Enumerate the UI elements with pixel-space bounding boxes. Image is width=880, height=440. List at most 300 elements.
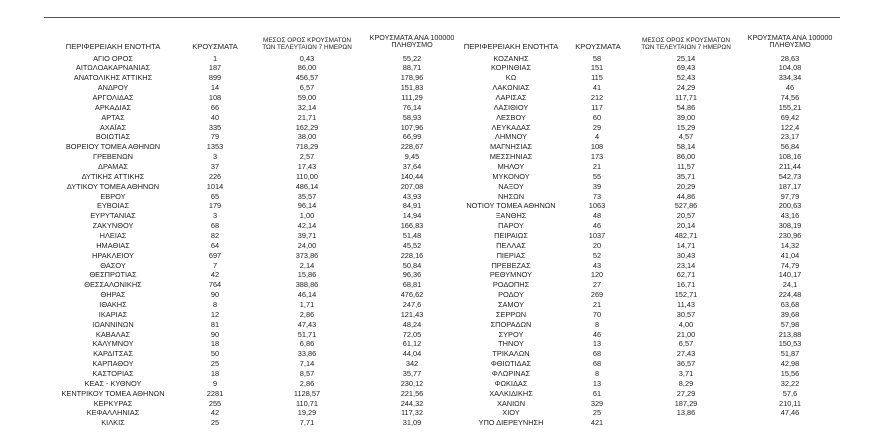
top-rule — [44, 17, 840, 18]
header-avg-line2: ΤΩΝ ΤΕΛΕΥΤΑΙΩΝ 7 ΗΜΕΡΩΝ — [262, 44, 352, 52]
right-region-cell: ΜΗΛΟΥ — [497, 161, 525, 171]
table-row — [0, 221, 880, 231]
table-row — [0, 201, 880, 211]
left-per100k-cell: 48,24 — [402, 319, 422, 329]
left-cases-cell: 335 — [208, 122, 222, 132]
left-per100k-cell: 68,81 — [402, 280, 422, 290]
right-avg-cell: 27,29 — [676, 388, 696, 398]
table-row — [0, 290, 880, 300]
left-cases-cell: 40 — [210, 112, 220, 122]
table-row — [0, 261, 880, 271]
right-region-cell: ΦΩΚΙΔΑΣ — [494, 378, 528, 388]
right-avg-cell: 35,71 — [676, 171, 696, 181]
right-avg-cell: 27,43 — [676, 349, 696, 359]
right-region-cell: ΜΕΣΣΗΝΙΑΣ — [489, 152, 533, 162]
left-avg-cell: 456,57 — [295, 73, 319, 83]
left-avg-cell: 15,86 — [297, 270, 317, 280]
left-avg-cell: 19,29 — [297, 408, 317, 418]
right-per100k-cell: 108,16 — [778, 152, 802, 162]
right-region-cell: ΠΕΛΛΑΣ — [496, 240, 526, 250]
left-avg-cell: 110,00 — [295, 171, 319, 181]
table-row — [0, 399, 880, 409]
right-avg-cell: 15,29 — [676, 122, 696, 132]
header-cases-left: ΚΡΟΥΣΜΑΤΑ — [192, 42, 238, 51]
left-region-cell: ΚΑΣΤΟΡΙΑΣ — [92, 369, 134, 379]
right-per100k-cell: 41,04 — [780, 250, 800, 260]
right-cases-cell: 20 — [592, 240, 602, 250]
right-avg-cell: 24,29 — [676, 83, 696, 93]
right-avg-cell: 13,86 — [676, 408, 696, 418]
right-region-cell: ΤΗΝΟΥ — [498, 339, 524, 349]
left-cases-cell: 179 — [208, 201, 222, 211]
right-cases-cell: 43 — [592, 260, 602, 270]
right-region-cell: ΞΑΝΘΗΣ — [495, 211, 527, 221]
left-region-cell: ΔΡΑΜΑΣ — [98, 161, 128, 171]
left-per100k-cell: 247,6 — [402, 300, 422, 309]
left-per100k-cell: 476,62 — [400, 290, 424, 300]
left-avg-cell: 17,43 — [297, 161, 317, 171]
table-row — [0, 103, 880, 113]
right-cases-cell: 21 — [592, 300, 602, 309]
left-avg-cell: 32,14 — [297, 102, 317, 112]
left-per100k-cell: 31,09 — [402, 418, 422, 428]
left-region-cell: ΑΡΤΑΣ — [101, 112, 125, 122]
right-cases-cell: 46 — [592, 221, 602, 231]
left-per100k-cell: 55,22 — [402, 53, 422, 63]
right-cases-cell: 8 — [594, 319, 600, 329]
left-cases-cell: 697 — [208, 250, 222, 260]
header-avg-line1: ΜΕΣΟΣ ΟΡΟΣ ΚΡΟΥΣΜΑΤΩΝ — [263, 37, 351, 44]
right-per100k-cell: 15,56 — [780, 369, 800, 379]
header-region-left: ΠΕΡΙΦΕΡΕΙΑΚΗ ΕΝΟΤΗΤΑ — [65, 42, 161, 51]
right-cases-cell: 48 — [592, 211, 602, 221]
left-region-cell: ΑΝΔΡΟΥ — [97, 83, 129, 93]
right-cases-cell: 421 — [590, 418, 604, 428]
table-row — [0, 280, 880, 290]
left-region-cell: ΑΓΙΟ ΟΡΟΣ — [93, 53, 133, 63]
left-cases-cell: 90 — [210, 290, 220, 300]
header-cases-right: ΚΡΟΥΣΜΑΤΑ — [575, 42, 621, 51]
right-avg-cell: 16,71 — [676, 280, 696, 290]
left-region-cell: ΑΡΚΑΔΙΑΣ — [94, 102, 132, 112]
right-region-cell: ΛΑΡΙΣΑΣ — [495, 92, 527, 102]
left-cases-cell: 14 — [210, 83, 220, 93]
table-row — [0, 369, 880, 379]
right-avg-cell: 11,43 — [677, 300, 695, 309]
left-per100k-cell: 66,99 — [402, 132, 422, 142]
right-avg-cell: 69,43 — [676, 63, 696, 73]
right-avg-cell: 117,71 — [674, 92, 698, 102]
left-cases-cell: 50 — [210, 349, 220, 359]
left-per100k-cell: 50,84 — [402, 260, 422, 270]
left-avg-cell: 8,57 — [299, 369, 315, 379]
right-region-cell: ΧΑΝΙΩΝ — [496, 398, 526, 408]
right-region-cell: ΣΕΡΡΩΝ — [495, 309, 527, 319]
left-avg-cell: 38,00 — [297, 132, 317, 142]
left-cases-cell: 79 — [210, 132, 220, 142]
left-avg-cell: 486,14 — [295, 181, 319, 191]
right-region-cell: ΠΕΙΡΑΙΩΣ — [494, 230, 528, 240]
left-avg-cell: 86,00 — [297, 63, 317, 73]
right-region-cell: ΠΡΕΒΕΖΑΣ — [491, 260, 531, 270]
left-cases-cell: 1014 — [206, 181, 224, 191]
left-region-cell: ΒΟΙΩΤΙΑΣ — [95, 132, 131, 142]
right-cases-cell: 115 — [591, 73, 603, 83]
right-avg-cell: 152,71 — [674, 290, 698, 300]
left-region-cell: ΖΑΚΥΝΘΟΥ — [92, 221, 134, 231]
left-avg-cell: 373,86 — [295, 250, 319, 260]
left-region-cell: ΓΡΕΒΕΝΩΝ — [93, 152, 133, 162]
left-region-cell: ΚΑΛΥΜΝΟΥ — [92, 339, 134, 349]
header-per100k-line1: ΚΡΟΥΣΜΑΤΑ ΑΝΑ 100000 — [747, 33, 833, 42]
left-per100k-cell: 121,43 — [400, 309, 424, 319]
left-per100k-cell: 43,93 — [402, 191, 422, 201]
left-avg-cell: 718,29 — [295, 142, 319, 152]
left-per100k-cell: 117,32 — [400, 408, 424, 418]
left-per100k-cell: 228,67 — [400, 142, 424, 152]
left-per100k-cell: 140,44 — [400, 171, 424, 181]
left-cases-cell: 1353 — [206, 142, 224, 152]
left-per100k-cell: 221,56 — [400, 388, 424, 398]
left-per100k-cell: 84,91 — [402, 201, 422, 211]
right-cases-cell: 1037 — [588, 230, 606, 240]
left-cases-cell: 2281 — [206, 388, 224, 398]
left-cases-cell: 81 — [210, 319, 220, 329]
left-per100k-cell: 96,36 — [402, 270, 422, 280]
right-region-cell: ΛΕΥΚΑΔΑΣ — [491, 122, 531, 132]
right-per100k-cell: 155,21 — [778, 102, 802, 112]
right-per100k-cell: 211,44 — [778, 161, 802, 171]
left-cases-cell: 764 — [208, 280, 222, 290]
left-avg-cell: 7,14 — [299, 359, 315, 369]
left-cases-cell: 42 — [210, 270, 220, 280]
right-region-cell: ΣΥΡΟΥ — [498, 329, 524, 339]
left-cases-cell: 64 — [210, 240, 220, 250]
left-avg-cell: 24,00 — [297, 240, 317, 250]
left-region-cell: ΚΕΝΤΡΙΚΟΥ ΤΟΜΕΑ ΑΘΗΝΩΝ — [61, 388, 165, 398]
left-region-cell: ΔΥΤΙΚΗΣ ΑΤΤΙΚΗΣ — [81, 171, 145, 181]
right-cases-cell: 212 — [590, 92, 604, 102]
right-region-cell: ΠΑΡΟΥ — [498, 221, 524, 231]
right-cases-cell: 39 — [592, 181, 602, 191]
right-per100k-cell: 97,79 — [780, 191, 800, 201]
right-avg-cell: 14,71 — [676, 240, 696, 250]
right-avg-cell: 21,00 — [676, 329, 696, 339]
right-per100k-cell: 74,79 — [780, 260, 800, 270]
left-region-cell: ΔΥΤΙΚΟΥ ΤΟΜΕΑ ΑΘΗΝΩΝ — [66, 181, 160, 191]
right-region-cell: ΜΑΓΝΗΣΙΑΣ — [490, 142, 532, 152]
table-row — [0, 310, 880, 320]
table-row — [0, 54, 880, 64]
right-avg-cell: 4,57 — [678, 132, 694, 142]
right-per100k-cell: 63,68 — [780, 300, 800, 309]
left-cases-cell: 8 — [212, 300, 218, 309]
left-avg-cell: 42,14 — [297, 221, 317, 231]
left-cases-cell: 42 — [210, 408, 220, 418]
left-cases-cell: 226 — [208, 171, 222, 181]
left-region-cell: ΙΚΑΡΙΑΣ — [98, 309, 128, 319]
right-region-cell: ΥΠΟ ΔΙΕΡΕΥΝΗΣΗ — [478, 418, 544, 428]
right-avg-cell: 58,14 — [676, 142, 696, 152]
right-region-cell: ΛΗΜΝΟΥ — [494, 132, 528, 142]
left-per100k-cell: 58,93 — [402, 112, 422, 122]
right-region-cell: ΧΑΛΚΙΔΙΚΗΣ — [489, 388, 533, 398]
left-region-cell: ΘΕΣΣΑΛΟΝΙΚΗΣ — [84, 280, 142, 290]
left-region-cell: ΗΜΑΘΙΑΣ — [96, 240, 130, 250]
left-per100k-cell: 9,45 — [404, 152, 420, 162]
left-cases-cell: 18 — [210, 339, 220, 349]
left-region-cell: ΕΥΒΟΙΑΣ — [96, 201, 130, 211]
right-per100k-cell: 308,19 — [778, 221, 802, 231]
right-avg-cell: 23,14 — [676, 260, 696, 270]
right-cases-cell: 117 — [591, 102, 603, 112]
left-per100k-cell: 178,96 — [400, 73, 424, 83]
right-per100k-cell: 200,63 — [778, 201, 802, 211]
left-cases-cell: 66 — [210, 102, 220, 112]
right-cases-cell: 13 — [592, 378, 602, 388]
right-per100k-cell: 23,17 — [780, 132, 800, 142]
right-per100k-cell: 104,08 — [778, 63, 802, 73]
left-region-cell: ΚΕΦΑΛΛΗΝΙΑΣ — [86, 408, 140, 418]
left-per100k-cell: 107,96 — [400, 122, 424, 132]
right-per100k-cell: 150,53 — [778, 339, 802, 349]
left-region-cell: ΙΘΑΚΗΣ — [99, 300, 127, 309]
left-cases-cell: 187 — [208, 63, 222, 73]
table-row — [0, 408, 880, 418]
table-row — [0, 231, 880, 241]
right-cases-cell: 61 — [592, 388, 602, 398]
table-row — [0, 379, 880, 389]
right-per100k-cell: 57,98 — [780, 319, 800, 329]
right-per100k-cell: 140,17 — [778, 270, 802, 280]
left-region-cell: ΑΧΑΪΑΣ — [99, 122, 127, 132]
table-row — [0, 83, 880, 93]
left-cases-cell: 899 — [208, 73, 222, 83]
left-region-cell: ΚΑΡΔΙΤΣΑΣ — [93, 349, 133, 359]
right-avg-cell: 482,71 — [674, 230, 698, 240]
table-row — [0, 152, 880, 162]
left-per100k-cell: 166,83 — [400, 221, 424, 231]
left-avg-cell: 388,86 — [295, 280, 319, 290]
left-cases-cell: 37 — [210, 161, 220, 171]
right-region-cell: ΚΟΡΙΝΘΙΑΣ — [490, 63, 532, 73]
right-per100k-cell: 39,68 — [780, 309, 800, 319]
right-per100k-cell: 43,16 — [780, 211, 800, 221]
left-per100k-cell: 207,08 — [400, 181, 424, 191]
right-cases-cell: 27 — [592, 280, 602, 290]
header-per100k-line2: ΠΛΗΘΥΣΜΟ — [769, 40, 811, 50]
left-per100k-cell: 35,77 — [402, 369, 422, 379]
left-region-cell: ΑΡΓΟΛΙΔΑΣ — [92, 92, 134, 102]
right-region-cell: ΝΟΤΙΟΥ ΤΟΜΕΑ ΑΘΗΝΩΝ — [466, 201, 556, 211]
right-cases-cell: 29 — [592, 122, 602, 132]
right-avg-cell: 30,57 — [676, 309, 696, 319]
left-cases-cell: 7 — [212, 260, 218, 270]
left-avg-cell: 46,14 — [297, 290, 317, 300]
right-cases-cell: 58 — [592, 53, 602, 63]
right-per100k-cell: 542,73 — [778, 171, 802, 181]
left-per100k-cell: 45,52 — [402, 240, 422, 250]
table-row — [0, 162, 880, 172]
left-region-cell: ΚΕΑΣ - ΚΥΘΝΟΥ — [84, 378, 142, 388]
right-per100k-cell: 122,4 — [780, 122, 800, 132]
right-region-cell: ΛΕΣΒΟΥ — [496, 112, 526, 122]
right-cases-cell: 60 — [592, 112, 602, 122]
right-cases-cell: 1063 — [588, 201, 606, 211]
header-per100k-line1: ΚΡΟΥΣΜΑΤΑ ΑΝΑ 100000 — [369, 33, 455, 42]
left-cases-cell: 9 — [212, 378, 218, 388]
left-cases-cell: 255 — [208, 398, 222, 408]
left-per100k-cell: 88,71 — [402, 63, 422, 73]
right-cases-cell: 269 — [590, 290, 604, 300]
left-avg-cell: 59,00 — [297, 92, 317, 102]
right-region-cell: ΠΙΕΡΙΑΣ — [496, 250, 526, 260]
right-avg-cell: 86,00 — [676, 152, 696, 162]
left-avg-cell: 110,71 — [295, 398, 319, 408]
left-region-cell: ΘΑΣΟΥ — [100, 260, 126, 270]
right-region-cell: ΝΗΣΩΝ — [497, 191, 525, 201]
header-per100k-right — [740, 34, 840, 49]
table-row — [0, 320, 880, 330]
left-avg-cell: 51,71 — [297, 329, 317, 339]
table-row — [0, 359, 880, 369]
left-region-cell: ΗΡΑΚΛΕΙΟΥ — [92, 250, 134, 260]
right-avg-cell: 6,57 — [678, 339, 694, 349]
left-per100k-cell: 44,04 — [402, 349, 422, 359]
right-per100k-cell: 334,34 — [778, 73, 802, 83]
left-avg-cell: 7,71 — [299, 418, 315, 428]
right-cases-cell: 52 — [592, 250, 602, 260]
left-avg-cell: 47,43 — [297, 319, 317, 329]
right-cases-cell: 120 — [590, 270, 604, 280]
right-region-cell: ΜΥΚΟΝΟΥ — [492, 171, 530, 181]
right-avg-cell: 25,14 — [676, 53, 696, 63]
right-avg-cell: 62,71 — [676, 270, 696, 280]
table-row — [0, 300, 880, 310]
right-region-cell: ΝΑΞΟΥ — [498, 181, 524, 191]
header-avg-line1: ΜΕΣΟΣ ΟΡΟΣ ΚΡΟΥΣΜΑΤΩΝ — [642, 37, 730, 44]
right-avg-cell: 52,43 — [676, 73, 696, 83]
right-avg-cell: 54,86 — [676, 102, 696, 112]
left-avg-cell: 6,57 — [299, 83, 315, 93]
right-region-cell: ΧΙΟΥ — [502, 408, 520, 418]
left-per100k-cell: 244,32 — [400, 398, 424, 408]
left-cases-cell: 3 — [212, 211, 218, 221]
right-avg-cell: 39,00 — [676, 112, 696, 122]
left-avg-cell: 6,86 — [299, 339, 315, 349]
table-row — [0, 182, 880, 192]
left-avg-cell: 96,14 — [297, 201, 317, 211]
right-per100k-cell: 51,87 — [780, 349, 800, 359]
left-per100k-cell: 37,64 — [402, 161, 422, 171]
table-row — [0, 142, 880, 152]
right-avg-cell: 36,57 — [676, 359, 696, 369]
left-avg-cell: 0,43 — [299, 53, 315, 63]
right-cases-cell: 41 — [592, 83, 602, 93]
right-per100k-cell: 213,88 — [778, 329, 802, 339]
left-region-cell: ΕΒΡΟΥ — [100, 191, 126, 201]
left-region-cell: ΘΗΡΑΣ — [100, 290, 126, 300]
right-region-cell: ΛΑΣΙΘΙΟΥ — [493, 102, 529, 112]
right-region-cell: ΣΑΜΟΥ — [497, 300, 525, 309]
right-cases-cell: 151 — [590, 63, 604, 73]
right-avg-cell: 11,57 — [677, 161, 695, 171]
left-region-cell: ΚΕΡΚΥΡΑΣ — [93, 398, 133, 408]
left-region-cell: ΘΕΣΠΡΩΤΙΑΣ — [89, 270, 137, 280]
left-avg-cell: 21,71 — [297, 112, 317, 122]
right-per100k-cell: 57,6 — [782, 388, 798, 398]
table-row — [0, 211, 880, 221]
left-region-cell: ΑΝΑΤΟΛΙΚΗΣ ΑΤΤΙΚΗΣ — [73, 73, 153, 83]
right-cases-cell: 46 — [592, 329, 602, 339]
left-avg-cell: 2,57 — [299, 152, 315, 162]
left-cases-cell: 12 — [210, 309, 220, 319]
right-per100k-cell: 14,32 — [780, 240, 800, 250]
right-avg-cell: 44,86 — [676, 191, 696, 201]
right-per100k-cell: 42,98 — [780, 359, 800, 369]
table-row — [0, 251, 880, 261]
right-avg-cell: 30,43 — [676, 250, 696, 260]
table-row — [0, 73, 880, 83]
left-per100k-cell: 342 — [405, 359, 419, 369]
table-row — [0, 339, 880, 349]
left-region-cell: ΑΙΤΩΛΟΑΚΑΡΝΑΝΙΑΣ — [75, 63, 151, 73]
right-region-cell: ΚΩ — [505, 73, 517, 83]
table-row — [0, 349, 880, 359]
right-per100k-cell: 187,17 — [778, 181, 802, 191]
table-row — [0, 418, 880, 428]
left-cases-cell: 90 — [210, 329, 220, 339]
left-cases-cell: 65 — [210, 191, 220, 201]
right-avg-cell: 4,00 — [678, 319, 694, 329]
table-row — [0, 192, 880, 202]
right-avg-cell: 20,57 — [676, 211, 696, 221]
left-avg-cell: 1128,57 — [293, 388, 321, 398]
left-region-cell: ΕΥΡΥΤΑΝΙΑΣ — [90, 211, 136, 221]
left-region-cell: ΒΟΡΕΙΟΥ ΤΟΜΕΑ ΑΘΗΝΩΝ — [65, 142, 161, 152]
table-row — [0, 172, 880, 182]
right-per100k-cell: 24,1 — [782, 280, 798, 290]
right-avg-cell: 187,29 — [674, 398, 698, 408]
left-cases-cell: 25 — [210, 418, 220, 428]
right-cases-cell: 173 — [590, 152, 604, 162]
right-per100k-cell: 32,22 — [780, 378, 800, 388]
left-cases-cell: 68 — [210, 221, 220, 231]
left-avg-cell: 35,57 — [297, 191, 317, 201]
table-row — [0, 63, 880, 73]
left-cases-cell: 1 — [212, 53, 218, 63]
right-avg-cell: 20,14 — [676, 221, 696, 231]
right-region-cell: ΡΟΔΟΠΗΣ — [492, 280, 530, 290]
left-region-cell: ΚΙΛΚΙΣ — [101, 418, 125, 428]
right-region-cell: ΚΟΖΑΝΗΣ — [493, 53, 529, 63]
left-avg-cell: 33,86 — [297, 349, 317, 359]
right-per100k-cell: 46 — [785, 83, 795, 93]
header-avg-right — [630, 37, 742, 52]
table-row — [0, 93, 880, 103]
left-per100k-cell: 76,14 — [402, 102, 422, 112]
left-per100k-cell: 228,16 — [400, 250, 424, 260]
left-per100k-cell: 151,83 — [400, 83, 424, 93]
right-region-cell: ΡΟΔΟΥ — [498, 290, 524, 300]
table-row — [0, 113, 880, 123]
left-avg-cell: 39,71 — [297, 230, 317, 240]
right-region-cell: ΡΕΘΥΜΝΟΥ — [489, 270, 533, 280]
right-per100k-cell: 56,84 — [780, 142, 800, 152]
left-cases-cell: 3 — [212, 152, 218, 162]
right-cases-cell: 329 — [590, 398, 604, 408]
table-row — [0, 132, 880, 142]
